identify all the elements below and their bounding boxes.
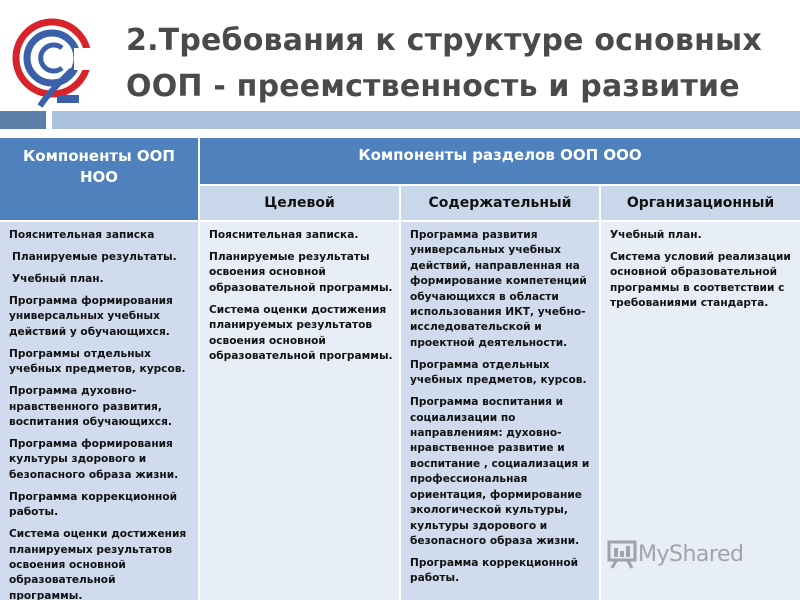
list-item: Программа духовно-нравственного развития, воспитания обучающихся.: [9, 385, 172, 429]
slide-title: [126, 18, 796, 110]
header-components-noo-line-2: НОО: [79, 168, 119, 186]
list-item: Планируемые результаты.: [12, 251, 177, 263]
title-bar-accent-right: [52, 111, 800, 129]
list-item: Программа развития универсальных учебных действий, направленная на формирование компетенций обучающихся в области использования ИКТ, учебно-исследовательской и проектной деятельности.: [410, 229, 587, 349]
list-item: Учебный план.: [12, 273, 104, 285]
list-item: Программа формирования универсальных учебных действий у обучающихся.: [9, 295, 173, 338]
column-target: [200, 222, 399, 600]
list-item: Программа коррекционной работы.: [9, 490, 178, 519]
list-item: Программа коррекционной работы.: [410, 556, 579, 585]
presentation-board-icon: [606, 539, 638, 569]
list-item: Пояснительная записка.: [209, 229, 359, 241]
slide-title-line-2: ООП - преемственность и развитие: [126, 69, 740, 104]
list-item: Учебный план.: [610, 229, 702, 241]
header-components-noo: [0, 138, 198, 220]
subheader-organizational: Организационный: [601, 186, 800, 220]
title-bar-accent-left: [0, 111, 46, 129]
list-item: Программы отдельных учебных предметов, курсов.: [9, 347, 186, 376]
logo-emblem-icon: [12, 10, 100, 110]
list-item: Программа формирования культуры здорового и безопасного образа жизни.: [9, 438, 179, 481]
header-components-noo-line-1: Компоненты ООП: [23, 147, 175, 165]
column-content: [401, 222, 599, 600]
subheader-target: Целевой: [200, 186, 399, 220]
list-item: Программа отдельных учебных предметов, курсов.: [410, 358, 587, 387]
list-item: Программа воспитания и социализации по направлениям: духовно-нравственное развитие и воспитание , социализация и профессиональная ориентация, формирование экологической культуры, культуры здорового и безопасного образа жизни.: [410, 396, 590, 547]
column-noo: [0, 222, 198, 600]
watermark: [606, 537, 743, 571]
logo: [12, 10, 100, 110]
list-item: Система оценки достижения планируемых результатов освоения основной образовательной программы.: [9, 528, 187, 600]
subheader-content: Содержательный: [401, 186, 599, 220]
slide-title-line-1: 2.Требования к структуре основных: [126, 23, 762, 58]
list-item: Пояснительная записка: [9, 229, 155, 241]
watermark-text: MyShared: [638, 541, 744, 567]
header-components-ooo: Компоненты разделов ООП ООО: [200, 138, 800, 184]
list-item: Система оценки достижения планируемых результатов освоения основной образовательной программы.: [209, 303, 393, 363]
list-item: Планируемые результаты освоения основной образовательной программы.: [209, 251, 393, 294]
list-item: Система условий реализации основной образовательной программы в соответствии с требованиями стандарта.: [610, 251, 791, 310]
